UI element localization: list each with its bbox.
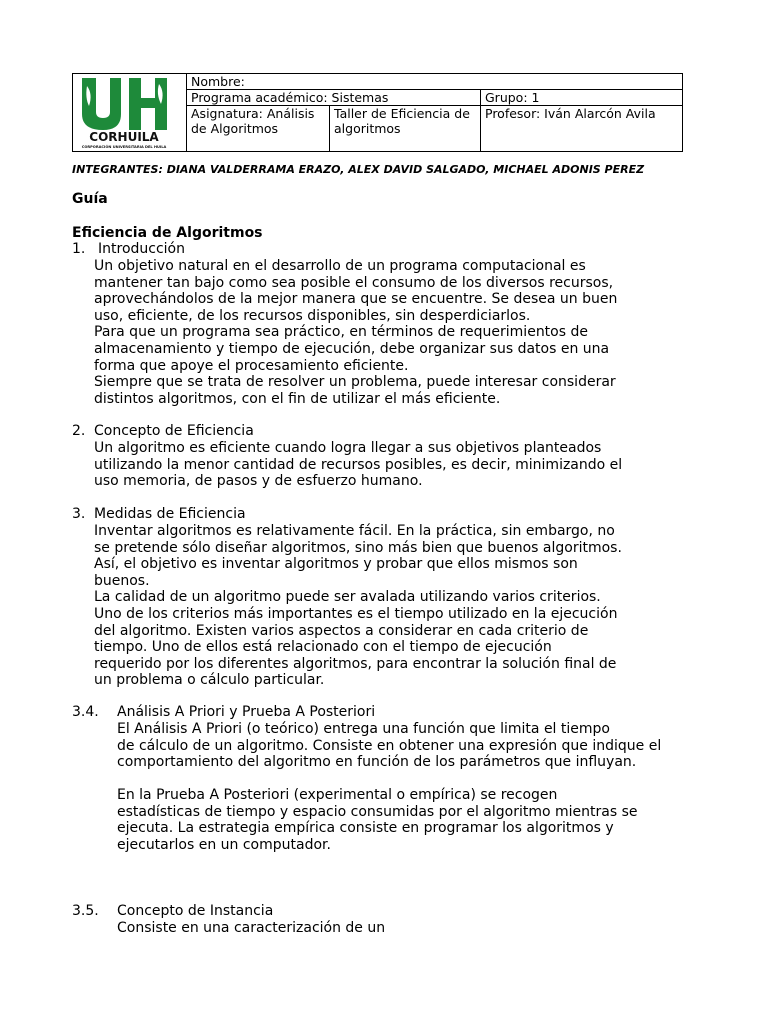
paragraph-line: El Análisis A Priori (o teórico) entrega una función que limita el tiempo [117, 721, 610, 737]
paragraph-line: mantener tan bajo como sea posible el consumo de los diversos recursos, [94, 274, 614, 291]
paragraph-line: estadísticas de tiempo y espacio consumidas por el algoritmo mientras se [117, 803, 638, 820]
paragraph-line: requerido por los diferentes algoritmos, para encontrar la solución final de [94, 655, 617, 672]
asignatura-line2: de Algoritmos [191, 121, 279, 136]
paragraph-line: ejecuta. La estrategia empírica consiste en programar los algoritmos y [117, 820, 614, 837]
paragraph-line: ejecutarlos en un computador. [117, 836, 331, 853]
paragraph-line: Así, el objetivo es inventar algoritmos y probar que ellos mismos son [94, 556, 578, 573]
section-3-title: Medidas de Eficiencia [94, 506, 246, 522]
paragraph-line: distintos algoritmos, con el fin de utilizar el más eficiente. [94, 390, 501, 407]
paragraph-line: Un objetivo natural en el desarrollo de un programa computacional es [94, 258, 586, 274]
section-2-title: Concepto de Eficiencia [94, 423, 254, 439]
section-1-number: 1. [72, 241, 86, 257]
header-row-programa [187, 90, 682, 106]
header-row-asignatura [187, 106, 682, 151]
nombre-label: Nombre: [191, 74, 245, 89]
paragraph-line: un problema o cálculo particular. [94, 672, 325, 689]
asignatura-line1: Asignatura: Análisis [191, 106, 315, 121]
paragraph-line: Inventar algoritmos es relativamente fácil. En la práctica, sin embargo, no [94, 523, 615, 539]
section-2-number: 2. [72, 423, 86, 439]
header-table [72, 73, 683, 152]
svg-text:CORPORACIÓN UNIVERSITARIA DEL: CORPORACIÓN UNIVERSITARIA DEL HUILA [81, 145, 167, 149]
paragraph-line: almacenamiento y tiempo de ejecución, debe organizar sus datos en una [94, 341, 610, 357]
paragraph-line: La calidad de un algoritmo puede ser avalada utilizando varios criterios. [94, 589, 601, 606]
section-3-number: 3. [72, 506, 86, 522]
paragraph-line: Para que un programa sea práctico, en términos de requerimientos de [94, 324, 588, 341]
profesor-label: Profesor: Iván Alarcón Avila [485, 106, 656, 121]
doc-title: Eficiencia de Algoritmos [72, 225, 263, 241]
paragraph-line: aprovechándolos de la mejor manera que se encuentre. Se desea un buen [94, 291, 618, 308]
section-3-5-title: Concepto de Instancia [117, 903, 274, 919]
paragraph-line: uso memoria, de pasos y de esfuerzo humano. [94, 473, 423, 490]
paragraph-line: Siempre que se trata de resolver un problema, puede interesar considerar [94, 374, 616, 391]
corhuila-logo [77, 76, 183, 150]
paragraph-line: En la Prueba A Posteriori (experimental o empírica) se recogen [117, 787, 558, 803]
paragraph-line: Consiste en una caracterización de un [117, 920, 386, 936]
paragraph-line: se pretende sólo diseñar algoritmos, sino más bien que buenos algoritmos. [94, 539, 622, 556]
guide-title: Guía [72, 191, 108, 207]
paragraph-line: de cálculo de un algoritmo. Consiste en obtener una expresión que indique el [117, 737, 662, 754]
paragraph-line: buenos. [94, 572, 150, 589]
paragraph-line: Uno de los criterios más importantes es el tiempo utilizado en la ejecución [94, 606, 618, 622]
svg-text:CORHUILA: CORHUILA [89, 130, 159, 144]
section-3-5-number: 3.5. [72, 903, 99, 919]
paragraph-line: forma que apoye el procesamiento eficiente. [94, 357, 409, 374]
grupo-label: Grupo: 1 [485, 90, 540, 105]
paragraph-line: tiempo. Uno de ellos está relacionado con el tiempo de ejecución [94, 639, 552, 656]
logo-cell [73, 74, 187, 151]
taller-line1: Taller de Eficiencia de [334, 106, 470, 121]
paragraph-line: Un algoritmo es eficiente cuando logra llegar a sus objetivos planteados [94, 440, 602, 456]
header-row-nombre [187, 74, 682, 90]
paragraph-line: uso, eficiente, de los recursos disponibles, sin desperdiciarlos. [94, 307, 531, 324]
members-line: INTEGRANTES: DIANA VALDERRAMA ERAZO, ALEX DAVID SALGADO, MICHAEL ADONIS PEREZ [72, 163, 645, 176]
taller-cell [330, 106, 481, 151]
programa-label: Programa académico: Sistemas [187, 90, 481, 105]
paragraph-line: comportamiento del algoritmo en función de los parámetros que influyan. [117, 754, 637, 771]
section-1-title: Introducción [98, 241, 185, 257]
paragraph-line: utilizando la menor cantidad de recursos posibles, es decir, minimizando el [94, 456, 623, 473]
asignatura-cell [187, 106, 330, 151]
paragraph-line: del algoritmo. Existen varios aspectos a considerar en cada criterio de [94, 622, 589, 639]
taller-line2: algoritmos [334, 121, 401, 136]
section-3-4-title: Análisis A Priori y Prueba A Posteriori [117, 704, 376, 720]
section-3-4-number: 3.4. [72, 704, 99, 720]
